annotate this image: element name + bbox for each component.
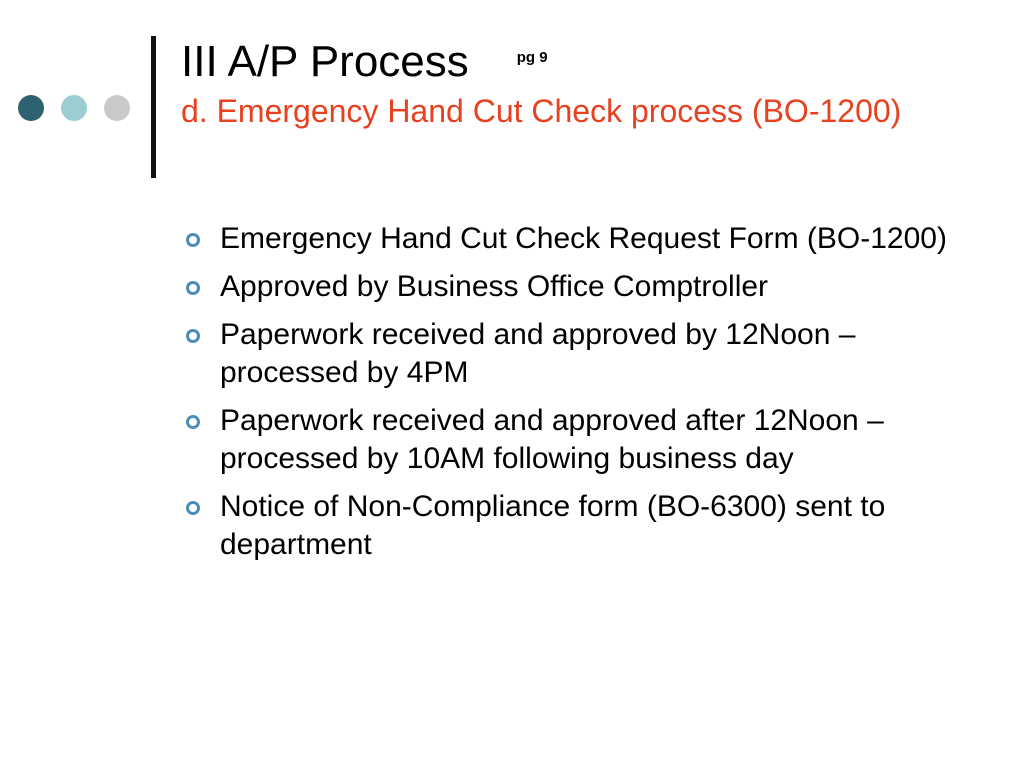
- dot-mid-icon: [61, 95, 87, 121]
- bullet-text: Emergency Hand Cut Check Request Form (BO-1200): [220, 222, 947, 255]
- slide-subtitle: d. Emergency Hand Cut Check process (BO-1200): [181, 93, 902, 129]
- ring-bullet-icon: [186, 329, 200, 343]
- ring-bullet-icon: [186, 415, 200, 429]
- ring-bullet-icon: [186, 501, 200, 515]
- bullet-item: [186, 488, 976, 564]
- dot-light-icon: [104, 95, 130, 121]
- bullet-text: Approved by Business Office Comptroller: [220, 270, 769, 303]
- bullet-item: [186, 220, 976, 258]
- ring-bullet-icon: [186, 281, 200, 295]
- bullet-item: [186, 402, 976, 478]
- page-reference: pg 9: [516, 49, 548, 66]
- bullet-text: Notice of Non-Compliance form (BO-6300) sent to department: [220, 490, 886, 561]
- bullet-text: Paperwork received and approved after 12Noon – processed by 10AM following business day: [220, 404, 884, 475]
- bullet-text: Paperwork received and approved by 12Noon – processed by 4PM: [220, 318, 856, 389]
- slide-title: III A/P Process: [181, 37, 469, 86]
- bullet-list: [186, 220, 976, 574]
- bullet-item: [186, 316, 976, 392]
- ring-bullet-icon: [186, 233, 200, 247]
- bullet-item: [186, 268, 976, 306]
- dot-dark-icon: [18, 95, 44, 121]
- title-block: [181, 36, 1001, 130]
- title-divider-bar: [151, 36, 156, 178]
- title-line: [181, 36, 1001, 88]
- decorative-dots: [18, 95, 138, 121]
